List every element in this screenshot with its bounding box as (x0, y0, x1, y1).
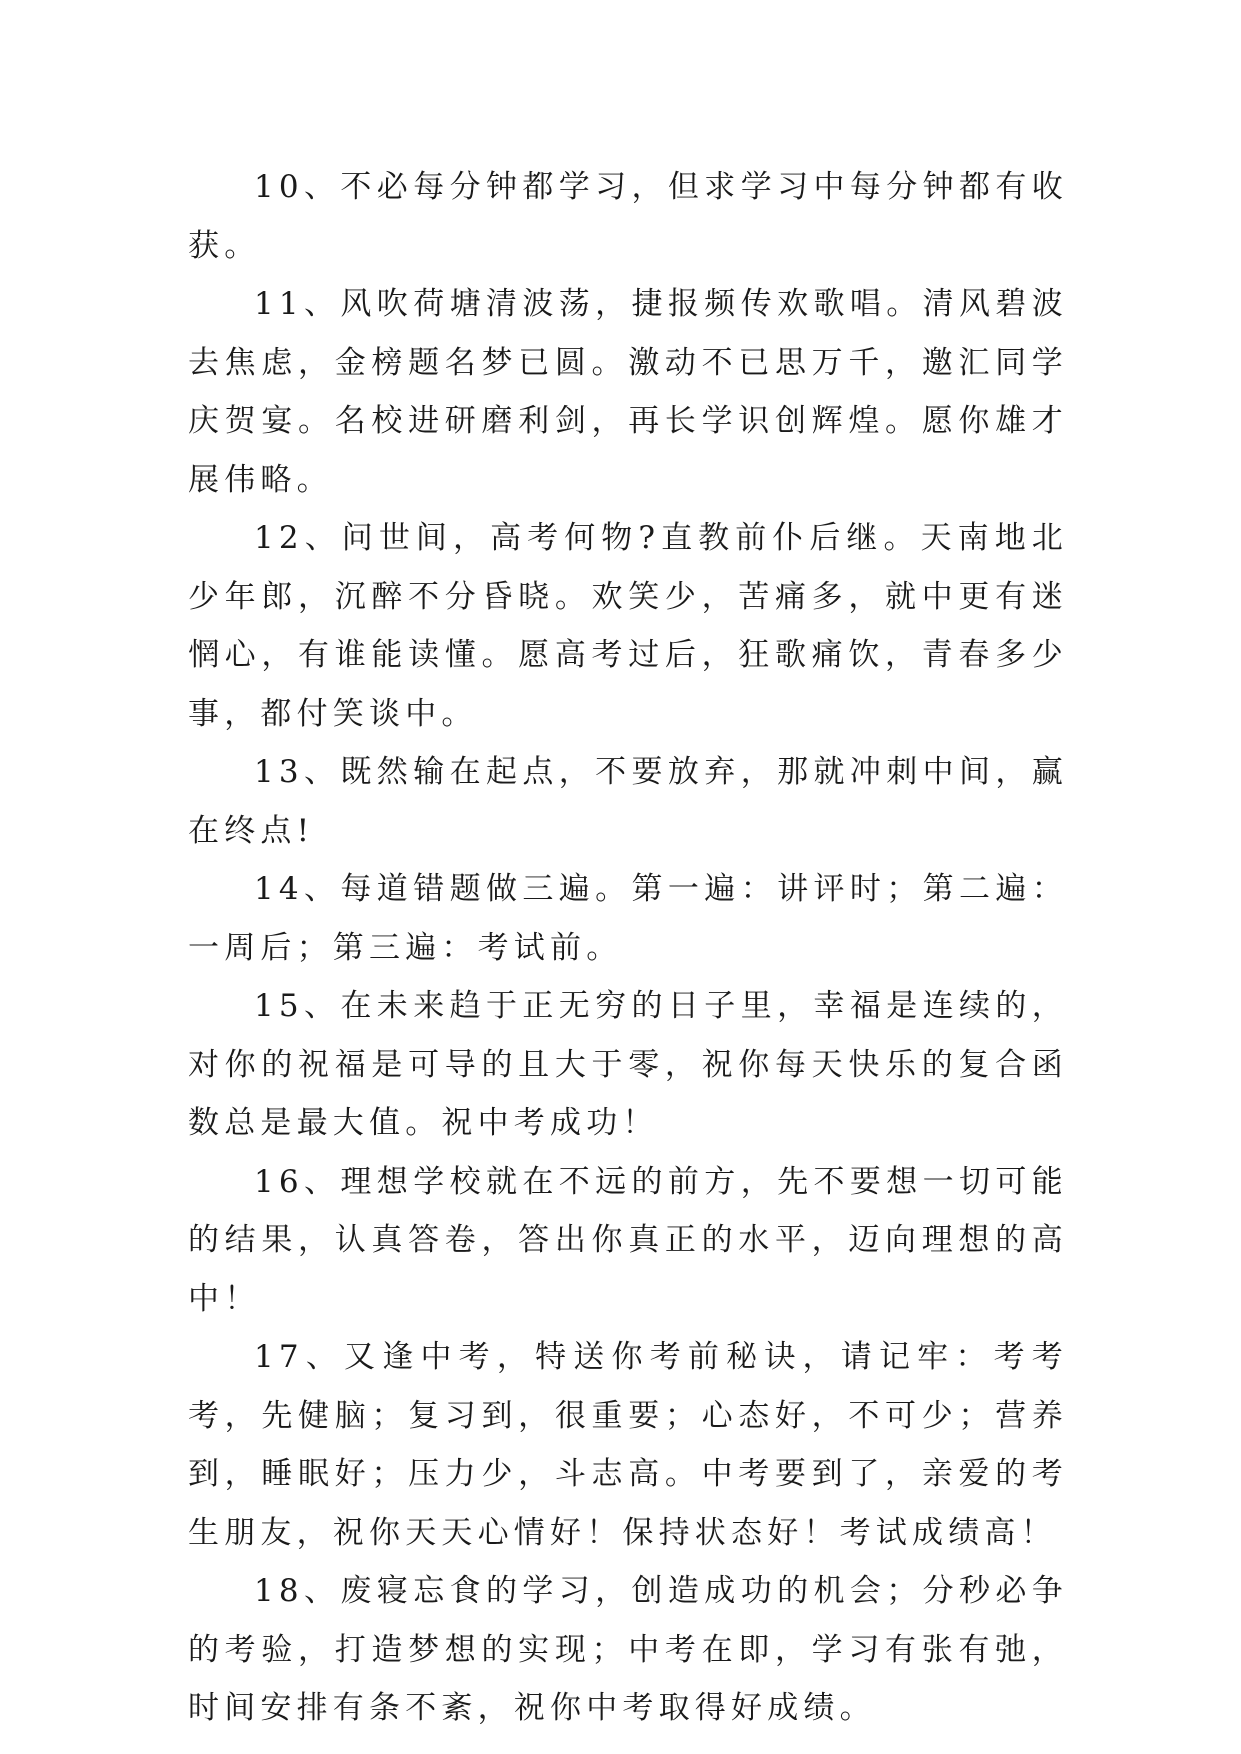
paragraph-17: 17、又逢中考，特送你考前秘诀，请记牢：考考考，先健脑；复习到，很重要；心态好，不可少；营养到，睡眠好；压力少，斗志高。中考要到了，亲爱的考生朋友，祝你天天心情好！保持状态好！考试成绩高！ (188, 1339, 1068, 1551)
paragraph-12: 12、问世间，高考何物?直教前仆后继。天南地北少年郎，沉醉不分昏晓。欢笑少，苦痛多，就中更有迷惘心，有谁能读懂。愿高考过后，狂歌痛饮，青春多少事，都付笑谈中。 (188, 520, 1068, 732)
paragraph-14: 14、每道错题做三遍。第一遍：讲评时；第二遍：一周后；第三遍：考试前。 (188, 871, 1068, 966)
paragraph-15: 15、在未来趋于正无穷的日子里，幸福是连续的，对你的祝福是可导的且大于零，祝你每天快乐的复合函数总是最大值。祝中考成功！ (188, 988, 1068, 1141)
document-body (188, 158, 1068, 1738)
paragraph-10: 10、不必每分钟都学习，但求学习中每分钟都有收获。 (188, 169, 1068, 264)
paragraph-11: 11、风吹荷塘清波荡，捷报频传欢歌唱。清风碧波去焦虑，金榜题名梦已圆。激动不已思万千，邀汇同学庆贺宴。名校进研磨利剑，再长学识创辉煌。愿你雄才展伟略。 (188, 286, 1068, 498)
paragraph-16: 16、理想学校就在不远的前方，先不要想一切可能的结果，认真答卷，答出你真正的水平，迈向理想的高中！ (188, 1163, 1068, 1317)
paragraph-13: 13、既然输在起点，不要放弃，那就冲刺中间，赢在终点! (188, 754, 1068, 849)
paragraph-18: 18、废寝忘食的学习，创造成功的机会；分秒必争的考验，打造梦想的实现；中考在即，学习有张有弛，时间安排有条不紊，祝你中考取得好成绩。 (188, 1573, 1068, 1726)
